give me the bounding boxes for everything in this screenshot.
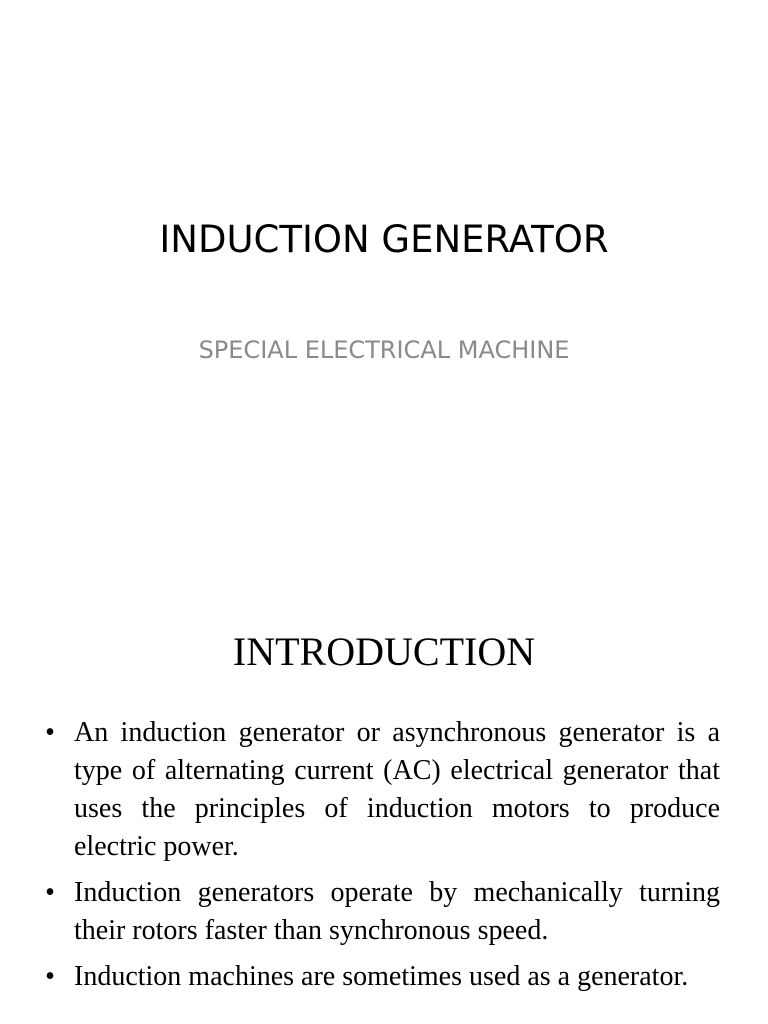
- bullet-text: Induction generators operate by mechanically turning their rotors faster than synchronous speed.: [74, 877, 720, 946]
- slide-subtitle: SPECIAL ELECTRICAL MACHINE: [198, 336, 570, 364]
- bullet-list: [40, 714, 720, 1004]
- bullet-text: An induction generator or asynchronous generator is a type of alternating current (AC) electrical generator that uses the principles of induction motors to produce electric power.: [74, 717, 720, 862]
- introduction-slide: [0, 576, 768, 1024]
- list-item: [40, 874, 720, 950]
- list-item: [40, 958, 720, 996]
- bullet-text: Induction machines are sometimes used as a generator.: [74, 961, 689, 992]
- bullet-icon: •: [45, 717, 55, 748]
- slide-title: INDUCTION GENERATOR: [159, 218, 609, 261]
- bullet-icon: •: [45, 877, 55, 908]
- bullet-icon: •: [45, 961, 55, 992]
- list-item: [40, 714, 720, 866]
- section-heading: INTRODUCTION: [232, 629, 536, 674]
